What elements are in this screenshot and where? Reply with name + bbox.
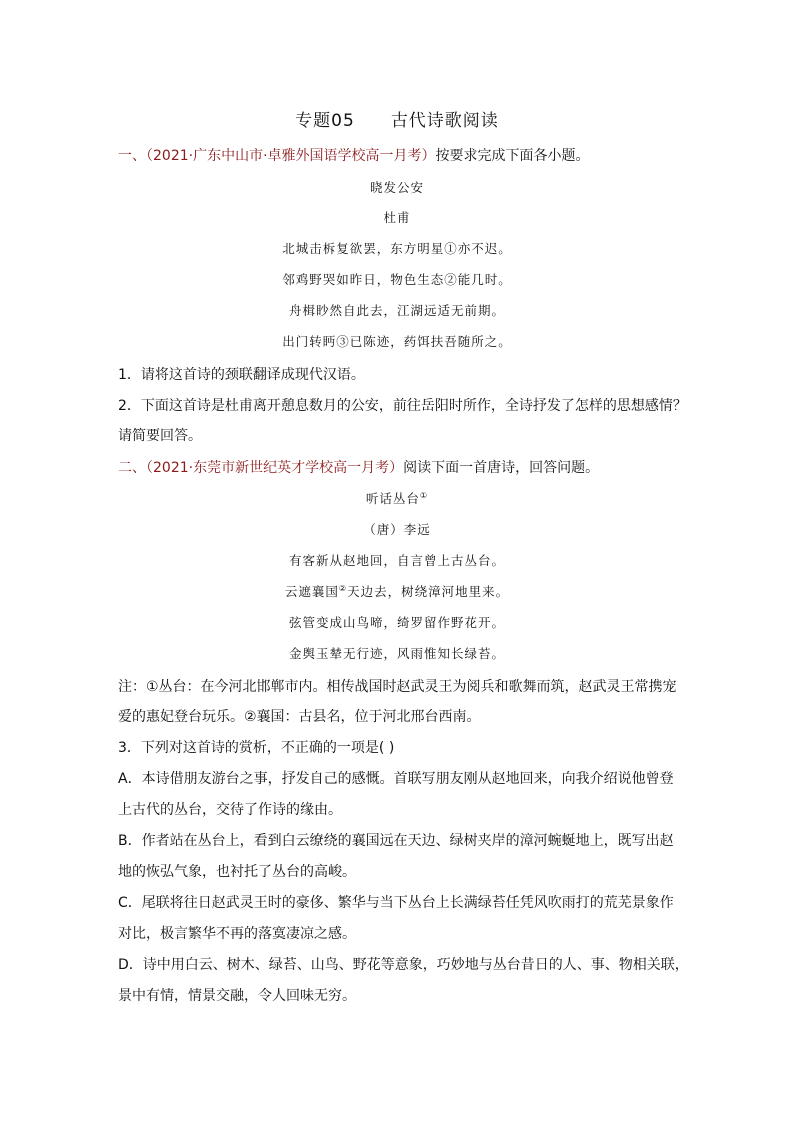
question-2-line1: 2．下面这首诗是杜甫离开憩息数月的公安，前往岳阳时所作，全诗抒发了怎样的思想感情？ [118, 398, 687, 414]
option-a-line1: A．本诗借朋友游台之事，抒发自己的感慨。首联写朋友刚从赵地回来，向我介绍说他曾登 [118, 771, 674, 787]
section2-heading [118, 457, 688, 477]
section2-source: （2021·东莞市新世纪英才学校高一月考） [146, 460, 404, 476]
section1-prefix: 一、 [118, 148, 146, 164]
poem2-line [0, 582, 794, 600]
option-d-line1: D．诗中用白云、树木、绿苔、山鸟、野花等意象，巧妙地与丛台昔日的人、事、物相关联， [118, 957, 689, 973]
option-a-line2: 上古代的丛台，交待了作诗的缘由。 [118, 802, 342, 818]
question-1: 1．请将这首诗的颈联翻译成现代汉语。 [118, 367, 365, 383]
section2-prefix: 二、 [118, 460, 146, 476]
poem2-line2-part2: 天边去，树绕漳河地里来。 [347, 584, 510, 599]
poem2-line: 弦管变成山鸟啼，绮罗留作野花开。 [288, 615, 505, 630]
poem1-author: 杜甫 [383, 210, 411, 225]
poem2-line: 有客新从赵地回，自言曾上古丛台。 [288, 553, 505, 568]
question-3: 3．下列对这首诗的赏析，不正确的一项是( ) [118, 740, 395, 756]
section2-instruction: 阅读下面一首唐诗，回答问题。 [403, 460, 600, 476]
poem1-line: 北城击柝复欲罢，东方明星①亦不迟。 [282, 241, 512, 256]
section1-instruction: 按要求完成下面各小题。 [435, 148, 590, 164]
poem2-author: （唐）李远 [363, 522, 431, 537]
poem1-title: 晓发公安 [369, 180, 424, 195]
poem2-line: 金舆玉辇无行迹，风雨惟知长绿苔。 [288, 646, 505, 661]
option-b-line1: B．作者站在丛台上，看到白云缭绕的襄国远在天边、绿树夹岸的漳河蜿蜒地上，既写出赵 [118, 833, 674, 849]
note-line2: 爱的惠妃登台玩乐。②襄国：古县名，位于河北邢台西南。 [118, 709, 481, 725]
poem2-title [0, 489, 794, 507]
poem1-line: 舟楫眇然自此去，江湖远适无前期。 [288, 303, 505, 318]
title-part-topic: 古代诗歌阅读 [390, 111, 499, 131]
option-c-line1: C．尾联将往日赵武灵王时的豪侈、繁华与当下丛台上长满绿苔任凭风吹雨打的荒芜景象作 [118, 895, 674, 911]
page-title [0, 106, 794, 131]
poem1-line: 邻鸡野哭如昨日，物色生态②能几时。 [282, 272, 512, 287]
poem2-title-text: 听话丛台 [365, 491, 420, 506]
title-part-number: 专题05 [295, 111, 355, 131]
section1-source: （2021·广东中山市·卓雅外国语学校高一月考） [146, 148, 436, 164]
section1-heading [118, 145, 688, 165]
poem2-line2-part1: 云遮襄国 [284, 584, 339, 599]
option-c-line2: 对比，极言繁华不再的落寞凄凉之感。 [118, 926, 356, 942]
poem2-line2-note-mark: ② [338, 583, 348, 593]
poem1-line: 出门转眄③已陈迹，药饵扶吾随所之。 [282, 334, 512, 349]
question-2-line2: 请简要回答。 [118, 428, 202, 444]
poem2-title-note-mark: ① [419, 490, 429, 500]
option-b-line2: 地的恢弘气象，也衬托了丛台的高峻。 [118, 864, 356, 880]
note-line1: 注：①丛台：在今河北邯郸市内。相传战国时赵武灵王为阅兵和歌舞而筑，赵武灵王常携宠 [118, 679, 677, 695]
option-d-line2: 景中有情，情景交融，令人回味无穷。 [118, 988, 356, 1004]
